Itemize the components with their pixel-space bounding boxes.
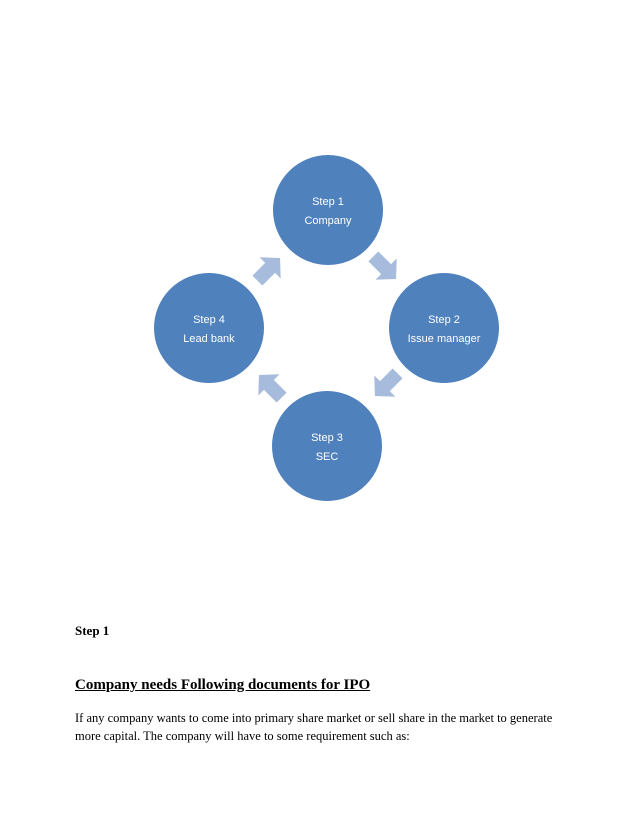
step-node-3-label: SEC [315, 451, 339, 463]
step-node-4 [153, 272, 265, 384]
section-title: Company needs Following documents for IPO [75, 677, 371, 693]
arrow-step1-to-step2 [363, 246, 407, 290]
arrow-step3-to-step4 [248, 364, 292, 408]
step-node-3-title: Step 3 [311, 432, 343, 444]
arrow-step4-to-step1 [247, 247, 291, 291]
step-node-2 [388, 272, 500, 384]
cycle-arrows [247, 246, 408, 408]
step-node-1 [272, 154, 384, 266]
step-node-2-title: Step 2 [428, 314, 460, 326]
step-node-1-label: Company [304, 215, 352, 227]
body-paragraph: If any company wants to come into primary share market or sell share in the market to generate more capital. The company will have to some requirement such as: [75, 711, 553, 743]
step-node-2-label: Issue manager [407, 333, 481, 345]
step-node-4-title: Step 4 [193, 314, 225, 326]
step-node-4-circle [153, 272, 265, 384]
step-heading: Step 1 [75, 623, 110, 638]
step-node-1-title: Step 1 [312, 196, 344, 208]
arrow-step2-to-step3 [364, 363, 408, 407]
step-node-4-label: Lead bank [183, 333, 235, 345]
step-node-2-circle [388, 272, 500, 384]
step-node-1-circle [272, 154, 384, 266]
step-node-3-circle [271, 390, 383, 502]
step-node-3 [271, 390, 383, 502]
